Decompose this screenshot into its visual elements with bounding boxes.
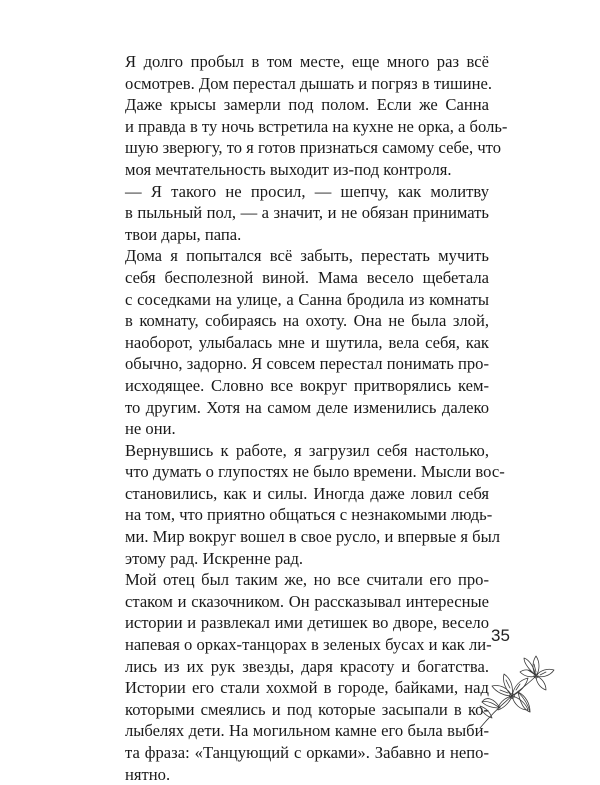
text-line: стаком и сказочником. Он рассказывал интересные xyxy=(125,591,489,611)
text-line: в пыльный пол, — а значит, и не обязан принимать xyxy=(125,203,489,223)
text-line: та фраза: «Танцующий с орками». Забавно и непо- xyxy=(125,743,489,762)
page-number: 35 xyxy=(491,626,510,645)
text-line: твои дары, папа. xyxy=(125,224,242,244)
text-line: то другим. Хотя на самом деле изменились далеко xyxy=(125,397,489,417)
text-line: лись из их рук звезды, даря красоту и богатства. xyxy=(125,656,489,676)
paragraph-3 xyxy=(107,245,489,439)
paragraph-5 xyxy=(107,569,492,785)
text-line: Я долго пробыл в том месте, еще много раз всё xyxy=(125,52,489,71)
text-line: этому рад. Искренне рад. xyxy=(125,548,304,568)
text-line: Истории его стали хохмой в городе, байками, над xyxy=(125,678,489,698)
text-line: Вернувшись к работе, я загрузил себя настолько, xyxy=(125,440,489,460)
text-line: на том, что приятно общаться с незнакомыми людь- xyxy=(125,505,493,525)
text-line: обычно, задорно. Я совсем перестал понимать про- xyxy=(125,354,489,374)
text-line: ми. Мир вокруг вошел в свое русло, и впервые я был xyxy=(125,527,501,547)
text-line: Дома я попытался всё забыть, перестать мучить xyxy=(125,246,489,266)
text-line: не они. xyxy=(125,419,176,439)
text-line: в комнату, собираясь на охоту. Она не была злой, xyxy=(125,311,489,331)
text-line: — Я такого не просил, — шепчу, как молитву xyxy=(125,181,489,201)
text-line: наоборот, улыбалась мне и шутила, вела себя, как xyxy=(125,332,489,352)
flower-ornament-icon xyxy=(470,650,560,730)
text-line: и правда в ту ночь встретила на кухне не орка, а боль- xyxy=(125,116,508,136)
text-line: которыми смеялись и под которые засыпали в ко- xyxy=(125,699,489,719)
text-line: исходящее. Словно все вокруг притворялись кем- xyxy=(125,375,489,395)
text-line: Мой отец был таким же, но все считали его про- xyxy=(125,570,489,590)
text-line: истории и развлекал ими детишек во дворе, весело xyxy=(125,613,489,633)
text-line: становились, как и силы. Иногда даже ловил себя xyxy=(125,483,489,503)
text-line: лыбелях дети. На могильном камне его была выби- xyxy=(125,721,489,741)
paragraph-1 xyxy=(107,51,508,181)
text-line: Даже крысы замерли под полом. Если же Санна xyxy=(125,95,489,115)
text-line: с соседками на улице, а Санна бродила из комнаты xyxy=(125,289,489,309)
text-line: напевая о орках-танцорах в зеленых бусах и как ли- xyxy=(125,635,492,655)
paragraph-2 xyxy=(107,181,489,246)
text-line: что думать о глупостях не было времени. Мысли вос- xyxy=(125,462,505,482)
text-line: себя бесполезной виной. Мама весело щебетала xyxy=(125,267,489,287)
paragraph-4 xyxy=(107,440,505,570)
text-line: шую зверюгу, то я готов признаться самому себе, что xyxy=(125,138,501,158)
text-line: осмотрев. Дом перестал дышать и погряз в тишине. xyxy=(125,73,493,93)
text-line: нятно. xyxy=(125,764,171,784)
text-line: моя мечтательность выходит из-под контроля. xyxy=(125,159,452,179)
